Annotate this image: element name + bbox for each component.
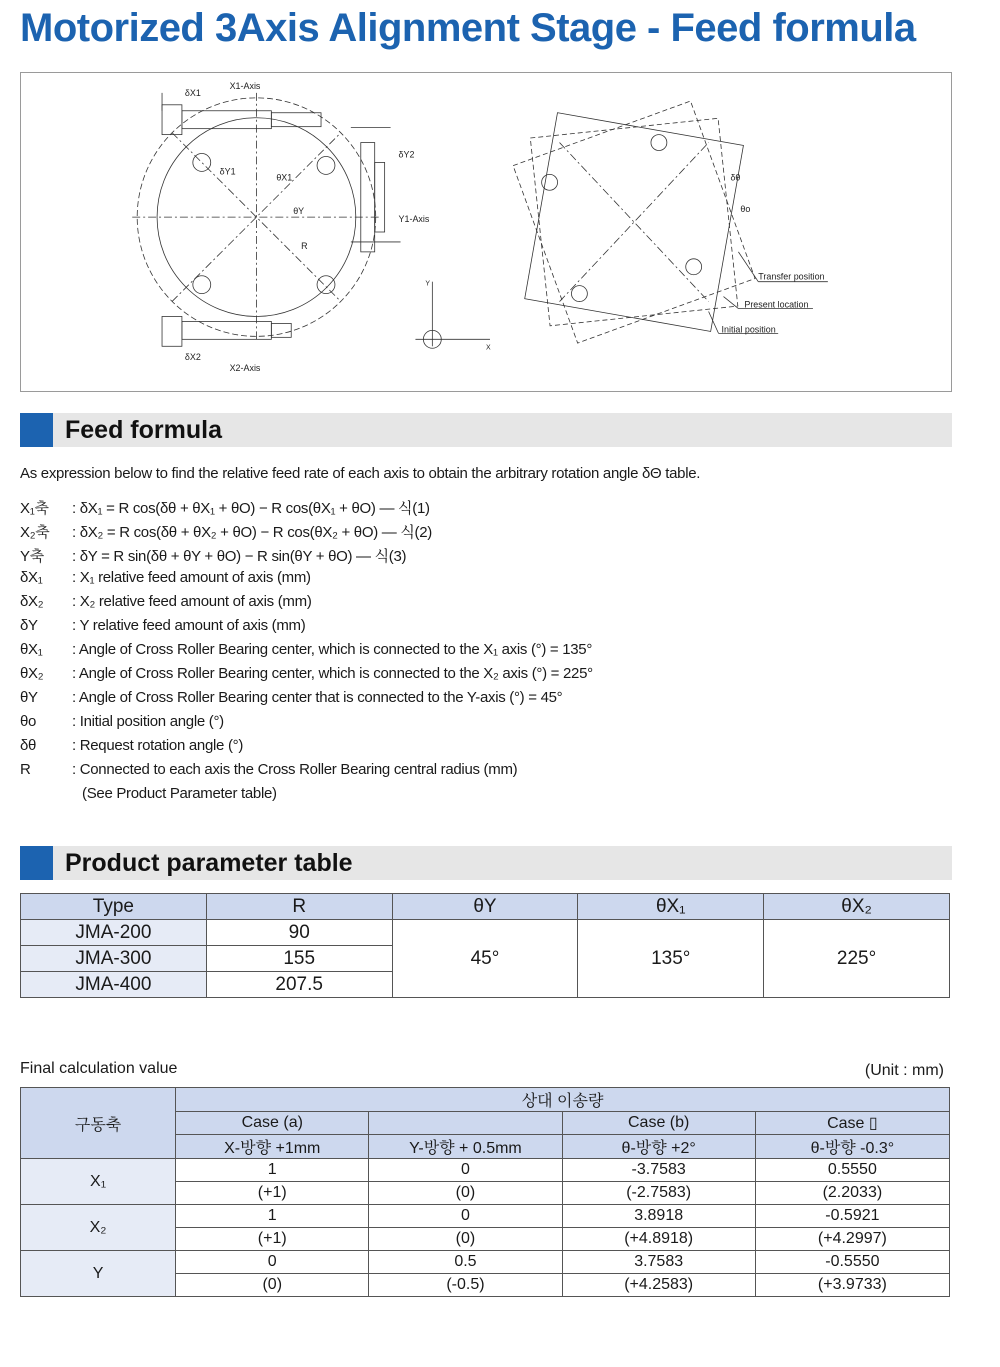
cell-subvalue: (+1) bbox=[176, 1182, 369, 1205]
header-drive-axis: 구동축 bbox=[21, 1088, 176, 1159]
definition-row bbox=[20, 495, 980, 519]
cell-subvalue: (0) bbox=[369, 1228, 562, 1251]
cell-subvalue: (0) bbox=[176, 1274, 369, 1297]
header-r: R bbox=[206, 894, 392, 920]
cell-subvalue: (2.2033) bbox=[755, 1182, 949, 1205]
section-marker bbox=[20, 846, 53, 880]
definition-row bbox=[20, 711, 980, 735]
round-stage-drawing bbox=[132, 93, 400, 346]
label-x2-axis: X2-Axis bbox=[229, 363, 261, 374]
label-x1-axis: X1-Axis bbox=[229, 80, 261, 91]
cell-subvalue: (-0.5) bbox=[369, 1274, 562, 1297]
cell-r: 90 bbox=[206, 920, 392, 946]
definition-row bbox=[20, 687, 980, 711]
feed-formula-header bbox=[20, 413, 952, 447]
label-theta-x1: θX1 bbox=[276, 172, 293, 183]
table-header-row bbox=[21, 1088, 950, 1112]
definition-text: : Request rotation angle (°) bbox=[72, 737, 244, 754]
definition-row bbox=[20, 663, 980, 687]
definition-symbol: θo bbox=[20, 713, 37, 730]
page-title: Motorized 3Axis Alignment Stage - Feed formula bbox=[20, 6, 916, 50]
definition-row bbox=[20, 735, 980, 759]
final-calculation-table bbox=[20, 1087, 950, 1297]
definition-text: : δY = R sin(δθ + θY + θO) − R sin(θY + θO) — 식(3) bbox=[72, 548, 407, 565]
definition-row bbox=[20, 591, 980, 615]
definition-row bbox=[20, 615, 980, 639]
label-theta-o: θo bbox=[740, 204, 751, 215]
cell-type: JMA-200 bbox=[21, 920, 207, 946]
cell-value: 0.5550 bbox=[755, 1159, 949, 1182]
definition-symbol: θX₁ bbox=[20, 641, 43, 658]
label-coord-x: X bbox=[486, 344, 491, 352]
cell-value: -0.5921 bbox=[755, 1205, 949, 1228]
cell-axis: Y bbox=[21, 1251, 176, 1297]
definition-text: : Y relative feed amount of axis (mm) bbox=[72, 617, 306, 634]
label-dy2: δY2 bbox=[398, 149, 415, 160]
stage-diagram bbox=[21, 73, 951, 391]
table-row bbox=[21, 1159, 950, 1182]
cell-r: 207.5 bbox=[206, 972, 392, 998]
cell-theta-x2: 225° bbox=[764, 920, 950, 998]
header-case-c: Case ▯ bbox=[755, 1112, 949, 1135]
section-title: Feed formula bbox=[65, 416, 222, 444]
table-header-row bbox=[21, 894, 950, 920]
header-theta-y: θY bbox=[392, 894, 578, 920]
cell-value: -0.5550 bbox=[755, 1251, 949, 1274]
definition-text: : Angle of Cross Roller Bearing center, which is connected to the X₁ axis (°) = 135° bbox=[72, 641, 593, 658]
cell-value: 0 bbox=[369, 1159, 562, 1182]
cell-value: 1 bbox=[176, 1159, 369, 1182]
table-row bbox=[21, 1251, 950, 1274]
definition-symbol: θX₂ bbox=[20, 665, 44, 682]
table-row bbox=[21, 920, 950, 946]
definition-text: : X₂ relative feed amount of axis (mm) bbox=[72, 593, 312, 610]
table-row bbox=[21, 1205, 950, 1228]
section-title: Product parameter table bbox=[65, 849, 353, 877]
header-case-a: Case (a) bbox=[176, 1112, 369, 1135]
cell-value: 3.8918 bbox=[562, 1205, 755, 1228]
definition-symbol: θY bbox=[20, 689, 38, 706]
cell-subvalue: (0) bbox=[369, 1182, 562, 1205]
cell-value: 1 bbox=[176, 1205, 369, 1228]
cell-subvalue: (+1) bbox=[176, 1228, 369, 1251]
product-parameter-table bbox=[20, 893, 950, 998]
label-dy1: δY1 bbox=[219, 166, 236, 177]
label-y1-axis: Y1-Axis bbox=[398, 214, 430, 225]
cell-r: 155 bbox=[206, 946, 392, 972]
header-theta-x2: θX₂ bbox=[764, 894, 950, 920]
label-theta-y: θY bbox=[293, 206, 305, 217]
coordinate-axes bbox=[415, 282, 491, 352]
cell-theta-x1: 135° bbox=[578, 920, 764, 998]
cell-type: JMA-400 bbox=[21, 972, 207, 998]
header-type: Type bbox=[21, 894, 207, 920]
header-col-theta-minus: θ-방향 -0.3° bbox=[755, 1135, 949, 1159]
header-case-a-spacer bbox=[369, 1112, 562, 1135]
section-marker bbox=[20, 413, 53, 447]
cell-value: 0.5 bbox=[369, 1251, 562, 1274]
cell-subvalue: (+4.8918) bbox=[562, 1228, 755, 1251]
intro-text: As expression below to find the relative feed rate of each axis to obtain the arbitrary rotation angle δΘ table. bbox=[20, 465, 701, 482]
definition-row bbox=[20, 639, 980, 663]
definitions-list bbox=[20, 495, 980, 807]
final-calculation-title: Final calculation value bbox=[20, 1060, 178, 1077]
definition-symbol: R bbox=[20, 761, 31, 778]
label-present-location: Present location bbox=[744, 299, 809, 310]
label-coord-y: Y bbox=[425, 280, 431, 288]
definition-text: : δX₂ = R cos(δθ + θX₂ + θO) − R cos(θX₂ + θO) — 식(2) bbox=[72, 524, 432, 541]
label-r: R bbox=[301, 240, 308, 251]
definition-symbol: δX₂ bbox=[20, 593, 44, 610]
definition-symbol: δX₁ bbox=[20, 569, 43, 586]
cell-axis: X₂ bbox=[21, 1205, 176, 1251]
cell-subvalue: (+4.2583) bbox=[562, 1274, 755, 1297]
cell-subvalue: (+3.9733) bbox=[755, 1274, 949, 1297]
definition-row bbox=[20, 519, 980, 543]
header-relative-feed: 상대 이송량 bbox=[176, 1088, 950, 1112]
header-case-b: Case (b) bbox=[562, 1112, 755, 1135]
cell-value: 0 bbox=[369, 1205, 562, 1228]
definition-row bbox=[20, 783, 980, 807]
header-theta-x1: θX₁ bbox=[578, 894, 764, 920]
label-transfer-position: Transfer position bbox=[758, 271, 825, 282]
label-d-theta: δθ bbox=[730, 172, 741, 183]
label-dx1: δX1 bbox=[184, 87, 201, 98]
cell-value: 0 bbox=[176, 1251, 369, 1274]
header-col-theta-plus: θ-방향 +2° bbox=[562, 1135, 755, 1159]
product-table-header bbox=[20, 846, 952, 880]
definition-row bbox=[20, 543, 980, 567]
definition-symbol: δθ bbox=[20, 737, 37, 754]
definition-symbol: X₂축 bbox=[20, 524, 50, 541]
header-col-x: X-방향 +1mm bbox=[176, 1135, 369, 1159]
definition-text: (See Product Parameter table) bbox=[82, 785, 277, 802]
cell-axis: X₁ bbox=[21, 1159, 176, 1205]
label-initial-position: Initial position bbox=[721, 324, 776, 335]
definition-text: : Connected to each axis the Cross Roller Bearing central radius (mm) bbox=[72, 761, 518, 778]
definition-symbol: δY bbox=[20, 617, 38, 634]
definition-row bbox=[20, 567, 980, 591]
unit-label: (Unit : mm) bbox=[864, 1062, 944, 1079]
cell-value: -3.7583 bbox=[562, 1159, 755, 1182]
definition-text: : Initial position angle (°) bbox=[72, 713, 224, 730]
definition-symbol: X₁축 bbox=[20, 500, 49, 517]
cell-theta-y: 45° bbox=[392, 920, 578, 998]
definition-text: : δX₁ = R cos(δθ + θX₁ + θO) − R cos(θX₁ + θO) — 식(1) bbox=[72, 500, 430, 517]
cell-type: JMA-300 bbox=[21, 946, 207, 972]
cell-value: 3.7583 bbox=[562, 1251, 755, 1274]
label-dx2: δX2 bbox=[184, 352, 201, 363]
definition-text: : Angle of Cross Roller Bearing center, which is connected to the X₂ axis (°) = 225° bbox=[72, 665, 593, 682]
definition-row bbox=[20, 759, 980, 783]
cell-subvalue: (+4.2997) bbox=[755, 1228, 949, 1251]
header-col-y: Y-방향 + 0.5mm bbox=[369, 1135, 562, 1159]
technical-drawing bbox=[20, 72, 952, 392]
definition-symbol: Y축 bbox=[20, 548, 44, 565]
definition-text: : X₁ relative feed amount of axis (mm) bbox=[72, 569, 311, 586]
cell-subvalue: (-2.7583) bbox=[562, 1182, 755, 1205]
definition-text: : Angle of Cross Roller Bearing center that is connected to the Y-axis (°) = 45° bbox=[72, 689, 563, 706]
